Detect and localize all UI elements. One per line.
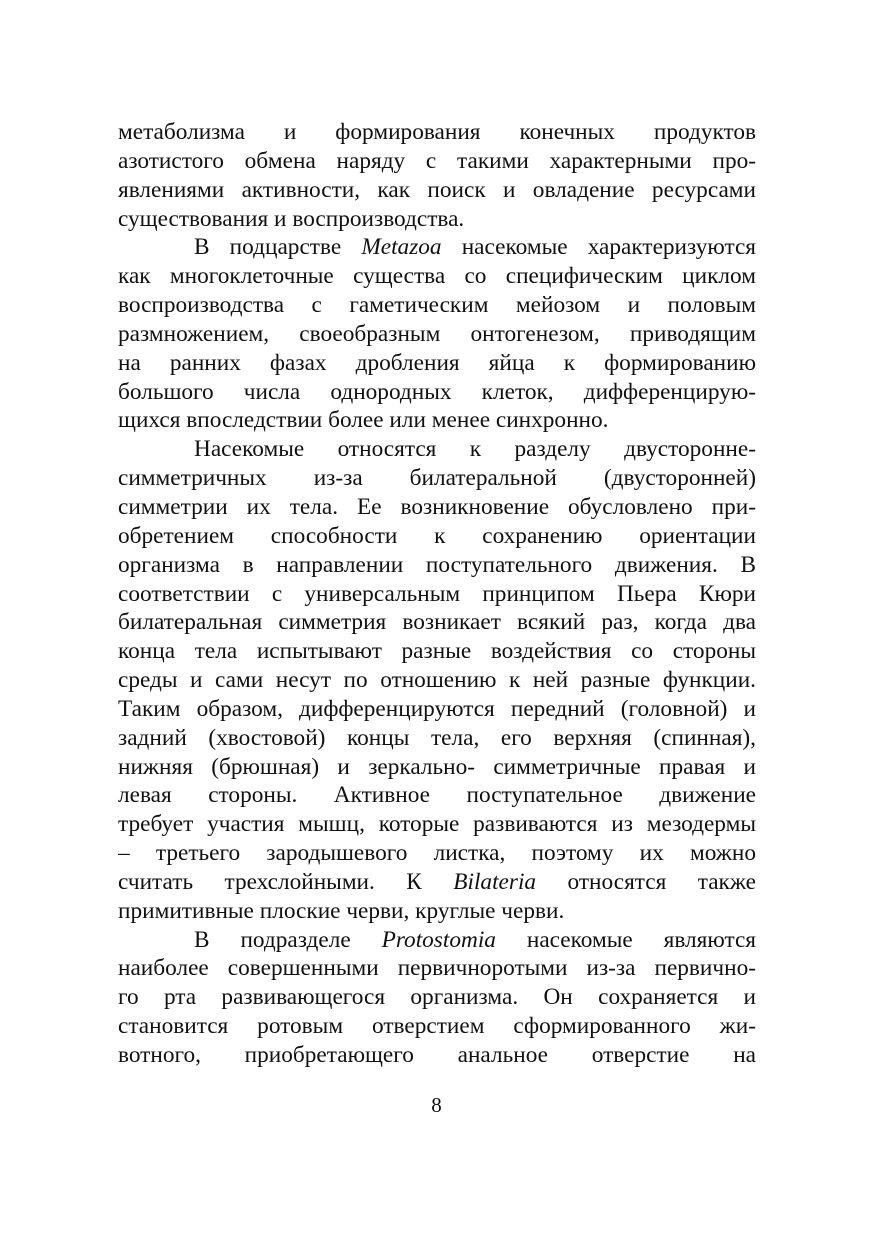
paragraph-4: [118, 926, 756, 1070]
text-line: [118, 926, 756, 955]
text-line: щихся впоследствии более или менее синхронно.: [118, 407, 609, 434]
text-line: размножением, своеобразным онтогенезом, приводящим: [118, 320, 756, 347]
text-line: как многоклеточные существа со специфическим циклом: [118, 263, 756, 290]
text-line: среды и сами несут по отношению к ней разные функции.: [118, 667, 756, 694]
text-line: билатеральная симметрия возникает всякий раз, когда два: [118, 609, 756, 636]
text-line: обретением способности к сохранению ориентации: [118, 522, 756, 549]
text-line: го рта развивающегося организма. Он сохраняется и: [118, 984, 756, 1011]
text-run: насекомые являются: [495, 926, 756, 953]
text-line: на ранних фазах дробления яйца к формированию: [118, 349, 756, 376]
text-line: требует участия мышц, которые развиваются из мезодермы: [118, 811, 756, 838]
text-run: В подразделе: [194, 926, 382, 953]
text-line: примитивные плоские черви, круглые черви.: [118, 897, 565, 924]
text-line: конца тела испытывают разные воздействия со стороны: [118, 638, 756, 665]
text-line: Таким образом, дифференцируются передний (головной) и: [118, 695, 756, 722]
text-run: насекомые характеризуются: [441, 234, 756, 261]
text-run: относятся также: [536, 868, 756, 895]
text-line: симметричных из-за билатеральной (двусторонней): [118, 465, 756, 492]
document-body: [118, 118, 756, 1070]
text-line: метаболизма и формирования конечных продуктов: [118, 119, 756, 145]
text-line: левая стороны. Активное поступательное движение: [118, 782, 756, 809]
text-line: становится ротовым отверстием сформированного жи-: [118, 1013, 756, 1040]
taxon-name: Bilateria: [453, 868, 537, 895]
text-run: считать трехслойными. К: [118, 868, 454, 895]
page-number: 8: [431, 1093, 442, 1117]
text-line: явлениями активности, как поиск и овладение ресурсами: [118, 176, 756, 203]
text-line: воспроизводства с гаметическим мейозом и половым: [118, 292, 756, 319]
text-line: наиболее совершенными первичноротыми из-за первично-: [118, 955, 756, 982]
text-run: В подцарстве: [194, 234, 362, 261]
text-line: задний (хвостовой) концы тела, его верхняя (спинная),: [118, 724, 756, 751]
text-line: – третьего зародышевого листка, поэтому их можно: [118, 840, 756, 867]
taxon-name: Protostomia: [381, 926, 496, 953]
taxon-name: Metazoa: [361, 234, 442, 261]
paragraph-3: [118, 435, 756, 925]
text-line: Насекомые относятся к разделу двусторонне-: [194, 436, 756, 463]
paragraph-1: [118, 118, 756, 233]
text-line: азотистого обмена наряду с такими характерными про-: [118, 147, 756, 174]
text-line: [118, 868, 756, 897]
text-line: организма в направлении поступательного движения. В: [118, 551, 756, 578]
text-line: большого числа однородных клеток, дифференцирую-: [118, 378, 756, 405]
paragraph-2: [118, 233, 756, 435]
text-line: симметрии их тела. Ее возникновение обусловлено при-: [118, 493, 756, 520]
text-line: [118, 233, 756, 262]
text-line: нижняя (брюшная) и зеркально- симметричные правая и: [118, 753, 756, 780]
text-line: соответствии с универсальным принципом Пьера Кюри: [118, 580, 756, 607]
text-line: существования и воспроизводства.: [118, 205, 465, 232]
text-line: вотного, приобретающего анальное отверстие на: [118, 1042, 756, 1068]
